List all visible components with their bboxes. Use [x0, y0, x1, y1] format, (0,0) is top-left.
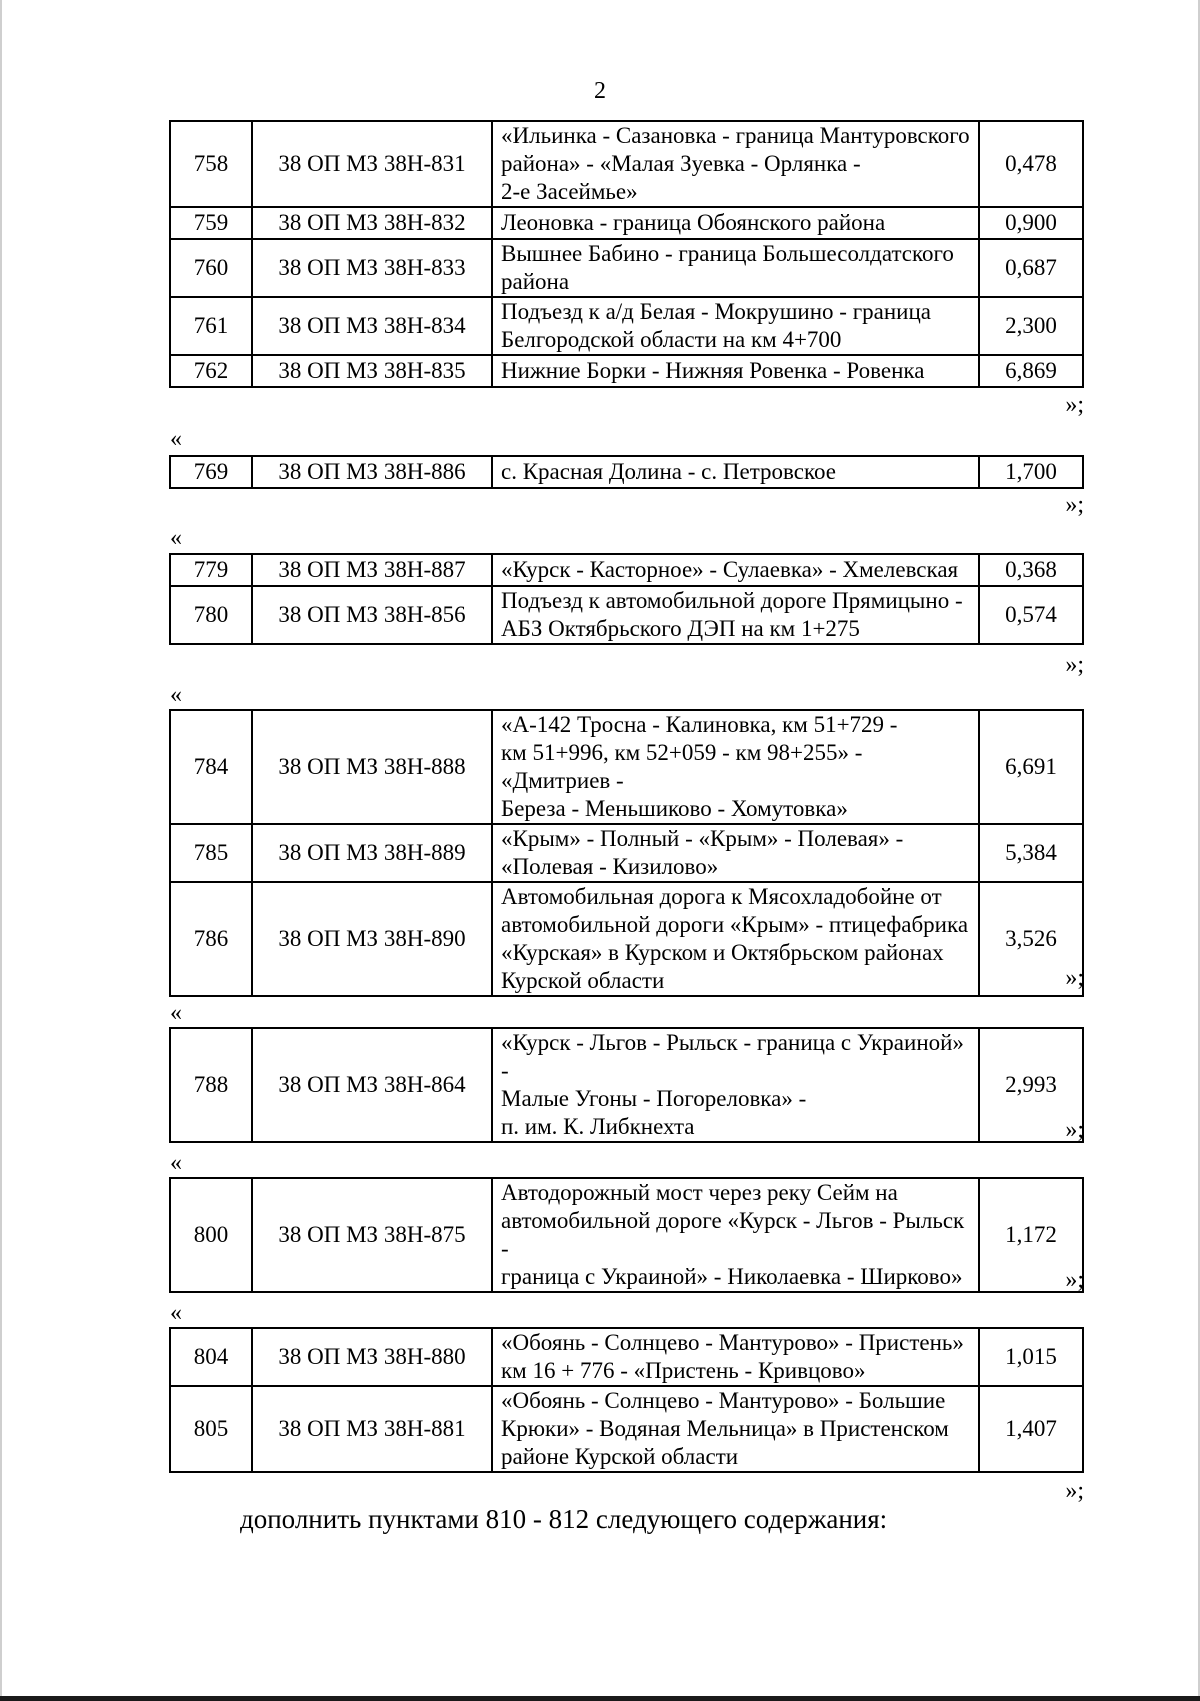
table-row: [170, 1028, 1083, 1142]
road-length: 2,993: [979, 1028, 1083, 1142]
scan-edge-left: [0, 0, 2, 1701]
opening-quote: «: [170, 682, 182, 708]
road-name-line: Береза - Меньшиково - Хомутовка»: [501, 796, 848, 821]
road-name-line: Автомобильная дорога к Мясохладобойне от: [501, 884, 942, 909]
row-number: 758: [170, 121, 252, 207]
road-name-line: «А-142 Тросна - Калиновка, км 51+729 -: [501, 712, 898, 737]
road-name: [492, 586, 979, 644]
road-code: 38 ОП МЗ 38Н-864: [252, 1028, 492, 1142]
roads-table-4: [169, 709, 1084, 997]
road-name-line: АБЗ Октябрьского ДЭП на км 1+275: [501, 616, 860, 641]
road-name-line: «Обоянь - Солнцево - Мантурово» - Большие: [501, 1388, 946, 1413]
table-row: [170, 1328, 1083, 1386]
road-code: 38 ОП МЗ 38Н-886: [252, 456, 492, 488]
road-code: 38 ОП МЗ 38Н-875: [252, 1178, 492, 1292]
road-name-line: «Курск - Льгов - Рыльск - граница с Украиной» -: [501, 1030, 964, 1083]
closing-quote: »;: [1065, 392, 1084, 418]
road-name: [492, 121, 979, 207]
road-name-line: 2-е Засеймье»: [501, 179, 638, 204]
road-name-line: «Ильинка - Сазановка - граница Мантуровского: [501, 123, 970, 148]
road-name-line: автомобильной дороге «Курск - Льгов - Рыльск -: [501, 1208, 965, 1261]
road-name: [492, 355, 979, 387]
road-name-line: км 16 + 776 - «Пристень - Кривцово»: [501, 1358, 866, 1383]
table-row: [170, 824, 1083, 882]
row-number: 759: [170, 207, 252, 239]
road-name-line: района: [501, 269, 570, 294]
road-name-line: Малые Угоны - Погореловка» -: [501, 1086, 807, 1111]
table-row: [170, 297, 1083, 355]
roads-table-2: [169, 455, 1084, 489]
road-name-line: Подъезд к а/д Белая - Мокрушино - граница: [501, 299, 931, 324]
road-name-line: км 51+996, км 52+059 - км 98+255» - «Дмитриев -: [501, 740, 863, 793]
road-length: 5,384: [979, 824, 1083, 882]
opening-quote: «: [170, 1150, 182, 1176]
road-length: 1,700: [979, 456, 1083, 488]
road-length: 0,574: [979, 586, 1083, 644]
road-name-line: района» - «Малая Зуевка - Орлянка -: [501, 151, 861, 176]
roads-table-3: [169, 553, 1084, 645]
row-number: 769: [170, 456, 252, 488]
row-number: 786: [170, 882, 252, 996]
roads-table-1: [169, 120, 1084, 388]
road-code: 38 ОП МЗ 38Н-888: [252, 710, 492, 824]
road-name-line: «Курск - Касторное» - Сулаевка» - Хмелевская: [501, 557, 959, 582]
road-code: 38 ОП МЗ 38Н-833: [252, 239, 492, 297]
row-number: 785: [170, 824, 252, 882]
row-number: 788: [170, 1028, 252, 1142]
road-name: [492, 1028, 979, 1142]
road-length: 1,407: [979, 1386, 1083, 1472]
scan-edge-bottom: [0, 1696, 1200, 1701]
closing-quote: »;: [1065, 492, 1084, 518]
closing-quote: »;: [1065, 1267, 1084, 1293]
row-number: 762: [170, 355, 252, 387]
road-name: [492, 824, 979, 882]
table-row: [170, 239, 1083, 297]
road-length: 3,526: [979, 882, 1083, 996]
closing-quote: »;: [1065, 1117, 1084, 1143]
road-code: 38 ОП МЗ 38Н-831: [252, 121, 492, 207]
road-name-line: Курской области: [501, 968, 665, 993]
road-length: 1,015: [979, 1328, 1083, 1386]
road-name-line: Нижние Борки - Нижняя Ровенка - Ровенка: [501, 358, 925, 383]
road-name-line: Леоновка - граница Обоянского района: [501, 210, 886, 235]
table-row: [170, 554, 1083, 586]
table-row: [170, 882, 1083, 996]
row-number: 800: [170, 1178, 252, 1292]
road-code: 38 ОП МЗ 38Н-889: [252, 824, 492, 882]
road-name: [492, 456, 979, 488]
road-length: 0,368: [979, 554, 1083, 586]
road-name-line: «Обоянь - Солнцево - Мантурово» - Пристень»: [501, 1330, 964, 1355]
row-number: 784: [170, 710, 252, 824]
road-name-line: граница с Украиной» - Николаевка - Ширково»: [501, 1264, 963, 1289]
road-code: 38 ОП МЗ 38Н-832: [252, 207, 492, 239]
road-name: [492, 1178, 979, 1292]
road-name: [492, 1328, 979, 1386]
row-number: 760: [170, 239, 252, 297]
road-name-line: «Крым» - Полный - «Крым» - Полевая» -: [501, 826, 904, 851]
road-name: [492, 710, 979, 824]
road-name: [492, 1386, 979, 1472]
road-name: [492, 207, 979, 239]
road-code: 38 ОП МЗ 38Н-856: [252, 586, 492, 644]
row-number: 761: [170, 297, 252, 355]
road-length: 0,900: [979, 207, 1083, 239]
road-name-line: п. им. К. Либкнехта: [501, 1114, 695, 1139]
closing-quote: »;: [1065, 652, 1084, 678]
page-number: 2: [594, 78, 606, 104]
road-code: 38 ОП МЗ 38Н-890: [252, 882, 492, 996]
closing-quote: »;: [1065, 965, 1084, 991]
road-name-line: Вышнее Бабино - граница Большесолдатского: [501, 241, 954, 266]
road-name-line: Белгородской области на км 4+700: [501, 327, 842, 352]
table-row: [170, 355, 1083, 387]
closing-quote: »;: [1065, 1478, 1084, 1504]
opening-quote: «: [170, 525, 182, 551]
road-name-line: Крюки» - Водяная Мельница» в Пристенском: [501, 1416, 949, 1441]
road-code: 38 ОП МЗ 38Н-880: [252, 1328, 492, 1386]
table-row: [170, 1178, 1083, 1292]
road-length: 1,172: [979, 1178, 1083, 1292]
row-number: 805: [170, 1386, 252, 1472]
table-row: [170, 207, 1083, 239]
roads-table-7: [169, 1327, 1084, 1473]
road-length: 0,478: [979, 121, 1083, 207]
table-row: [170, 710, 1083, 824]
table-row: [170, 586, 1083, 644]
amendment-text: дополнить пунктами 810 - 812 следующего содержания:: [240, 1504, 888, 1534]
road-name: [492, 297, 979, 355]
road-code: 38 ОП МЗ 38Н-835: [252, 355, 492, 387]
opening-quote: «: [170, 1300, 182, 1326]
road-name-line: Подъезд к автомобильной дороге Прямицыно -: [501, 588, 963, 613]
road-code: 38 ОП МЗ 38Н-881: [252, 1386, 492, 1472]
table-row: [170, 1386, 1083, 1472]
table-row: [170, 121, 1083, 207]
roads-table-5: [169, 1027, 1084, 1143]
road-name-line: «Полевая - Кизилово»: [501, 854, 719, 879]
road-name: [492, 882, 979, 996]
road-name-line: Автодорожный мост через реку Сейм на: [501, 1180, 898, 1205]
road-name-line: с. Красная Долина - с. Петровское: [501, 459, 836, 484]
road-length: 6,691: [979, 710, 1083, 824]
road-code: 38 ОП МЗ 38Н-887: [252, 554, 492, 586]
road-length: 2,300: [979, 297, 1083, 355]
table-row: [170, 456, 1083, 488]
road-name-line: районе Курской области: [501, 1444, 739, 1469]
roads-table-6: [169, 1177, 1084, 1293]
road-name: [492, 554, 979, 586]
road-name-line: автомобильной дороги «Крым» - птицефабрика: [501, 912, 969, 937]
row-number: 779: [170, 554, 252, 586]
opening-quote: «: [170, 426, 182, 452]
road-length: 0,687: [979, 239, 1083, 297]
road-code: 38 ОП МЗ 38Н-834: [252, 297, 492, 355]
road-name: [492, 239, 979, 297]
row-number: 780: [170, 586, 252, 644]
row-number: 804: [170, 1328, 252, 1386]
road-name-line: «Курская» в Курском и Октябрьском районах: [501, 940, 944, 965]
road-length: 6,869: [979, 355, 1083, 387]
opening-quote: «: [170, 1000, 182, 1026]
